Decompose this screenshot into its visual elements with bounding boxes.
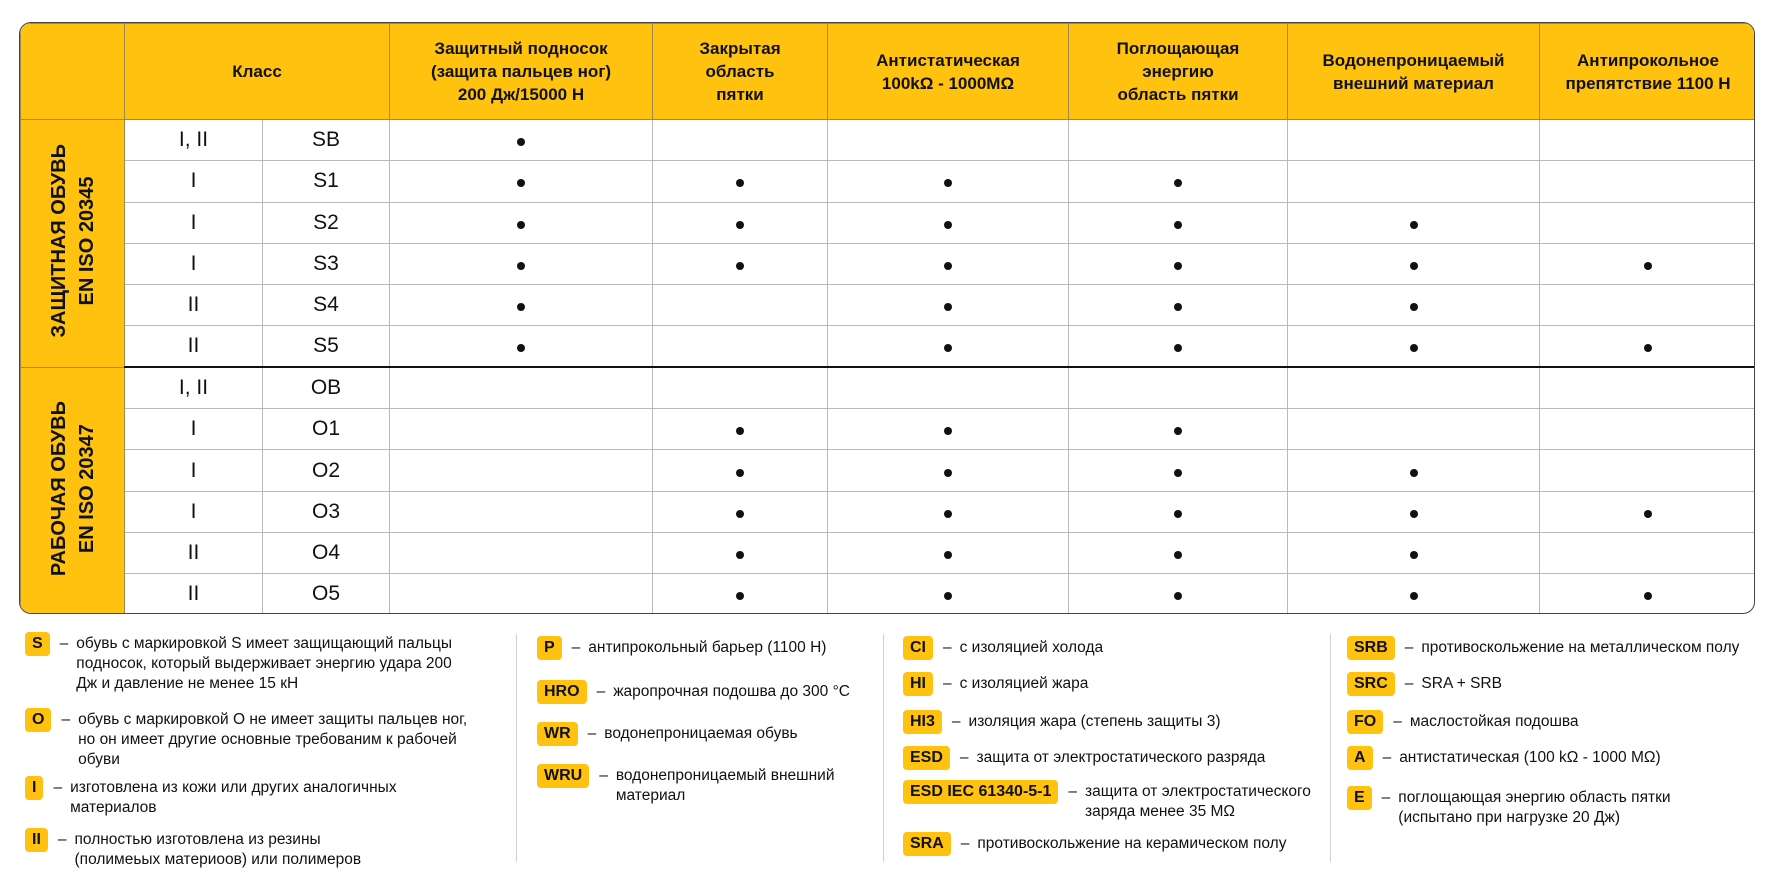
- feature-cell: [828, 409, 1069, 450]
- feature-dot: [944, 344, 952, 352]
- feature-dot: [1644, 344, 1652, 352]
- material-cell: I: [125, 161, 263, 202]
- class-code-cell: S2: [263, 202, 390, 243]
- feature-cell: [653, 285, 828, 326]
- table-row: [21, 450, 1756, 491]
- feature-dot: [944, 469, 952, 477]
- feature-cell: [1069, 161, 1288, 202]
- feature-cell: [653, 161, 828, 202]
- feature-dot: [1644, 262, 1652, 270]
- legend-code-badge: HI3: [903, 710, 942, 734]
- feature-dot: [944, 592, 952, 600]
- header-closed-heel: Закрытая область пятки: [653, 24, 828, 120]
- feature-dot: [1174, 262, 1182, 270]
- legend-description: изготовлена из кожи или других аналогичных материалов: [70, 779, 397, 816]
- feature-dot: [736, 592, 744, 600]
- feature-dot: [1174, 221, 1182, 229]
- legend-item: [903, 832, 1337, 856]
- legend-dash: –: [959, 749, 969, 766]
- legend-description: обувь с маркировкой О не имеет защиты пальцев ног, но он имеет другие основные требованим к рабочей обуви: [78, 711, 468, 768]
- feature-cell: [390, 285, 653, 326]
- legend-dash: –: [1393, 713, 1402, 730]
- material-cell: II: [125, 532, 263, 573]
- feature-cell: [390, 202, 653, 243]
- legend-item: [903, 780, 1345, 822]
- class-code-cell: S5: [263, 326, 390, 367]
- feature-dot: [1410, 303, 1418, 311]
- feature-dot: [944, 303, 952, 311]
- table-row: [21, 161, 1756, 202]
- header-corner: [21, 24, 125, 120]
- feature-cell: [1540, 161, 1755, 202]
- feature-cell: [653, 574, 828, 614]
- feature-dot: [1410, 592, 1418, 600]
- legend-dash: –: [571, 639, 581, 656]
- feature-dot: [736, 469, 744, 477]
- feature-dot: [736, 262, 744, 270]
- legend-description: противоскольжение на металлическом полу: [1421, 639, 1740, 656]
- legend-code-badge: SRC: [1347, 672, 1395, 696]
- table-row: [21, 326, 1756, 367]
- class-code-cell: S3: [263, 243, 390, 284]
- table-row: [21, 120, 1756, 161]
- legend-divider: [1330, 634, 1331, 862]
- legend-code-badge: P: [537, 636, 562, 660]
- table-row: [21, 202, 1756, 243]
- legend-code-badge: HI: [903, 672, 933, 696]
- legend-description: с изоляцией жара: [959, 675, 1089, 692]
- feature-dot: [736, 510, 744, 518]
- feature-cell: [828, 202, 1069, 243]
- legend-code-badge: S: [25, 632, 50, 656]
- feature-cell: [828, 491, 1069, 532]
- feature-cell: [1069, 450, 1288, 491]
- class-code-cell: O4: [263, 532, 390, 573]
- table-row: [21, 409, 1756, 450]
- feature-cell: [653, 450, 828, 491]
- feature-cell: [1540, 574, 1755, 614]
- class-code-cell: O5: [263, 574, 390, 614]
- legend-dash: –: [57, 831, 67, 848]
- legend-dash: –: [596, 683, 606, 700]
- feature-dot: [1410, 221, 1418, 229]
- feature-cell: [390, 450, 653, 491]
- legend-item: [1347, 672, 1774, 696]
- feature-dot: [517, 303, 525, 311]
- feature-dot: [1644, 592, 1652, 600]
- feature-dot: [1410, 469, 1418, 477]
- feature-dot: [1174, 427, 1182, 435]
- feature-cell: [828, 161, 1069, 202]
- legend-code-badge: I: [25, 776, 43, 800]
- feature-cell: [1540, 491, 1755, 532]
- feature-cell: [390, 243, 653, 284]
- legend-description: SRA + SRB: [1421, 675, 1502, 692]
- group-label-title: РАБОЧАЯ ОБУВЬ: [47, 400, 70, 576]
- material-cell: II: [125, 326, 263, 367]
- legend-item: [25, 632, 466, 694]
- material-cell: I: [125, 202, 263, 243]
- group-label-standard: EN ISO 20345: [75, 175, 98, 305]
- feature-dot: [736, 427, 744, 435]
- feature-cell: [828, 243, 1069, 284]
- feature-cell: [828, 326, 1069, 367]
- material-cell: II: [125, 285, 263, 326]
- feature-cell: [1540, 532, 1755, 573]
- material-cell: I: [125, 409, 263, 450]
- class-code-cell: SB: [263, 120, 390, 161]
- legend-item: [1347, 746, 1769, 770]
- material-cell: I, II: [125, 367, 263, 408]
- feature-cell: [653, 202, 828, 243]
- feature-dot: [517, 262, 525, 270]
- feature-cell: [1069, 409, 1288, 450]
- feature-cell: [828, 450, 1069, 491]
- feature-dot: [944, 551, 952, 559]
- footwear-class-table: [19, 22, 1755, 614]
- header-puncture-resistance: Антипрокольное препятствие 1100 Н: [1540, 24, 1755, 120]
- legend-code-badge: SRA: [903, 832, 951, 856]
- table-row: [21, 243, 1756, 284]
- feature-dot: [517, 344, 525, 352]
- legend-dash: –: [1382, 749, 1392, 766]
- feature-cell: [1069, 120, 1288, 161]
- feature-cell: [1540, 326, 1755, 367]
- feature-cell: [1540, 243, 1755, 284]
- feature-cell: [390, 491, 653, 532]
- group-label-cell: [21, 120, 125, 368]
- feature-dot: [736, 551, 744, 559]
- feature-cell: [828, 120, 1069, 161]
- legend-description: с изоляцией холода: [959, 639, 1104, 656]
- legend-description: жаропрочная подошва до 300 °С: [613, 683, 850, 700]
- feature-cell: [1069, 202, 1288, 243]
- feature-cell: [390, 161, 653, 202]
- feature-cell: [1540, 285, 1755, 326]
- legend-description: полностью изготовлена из резины (полимеьых материоов) или полимеров: [74, 831, 362, 868]
- legend-item: [25, 828, 395, 870]
- group-label-standard: EN ISO 20347: [75, 423, 98, 553]
- legend-description: антистатическая (100 kΩ - 1000 MΩ): [1399, 749, 1661, 766]
- legend-item: [1347, 786, 1728, 828]
- feature-cell: [1288, 161, 1540, 202]
- header-toe-cap: Защитный подносок (защита пальцев ног) 200 Дж/15000 Н: [390, 24, 653, 120]
- feature-dot: [944, 427, 952, 435]
- feature-cell: [653, 120, 828, 161]
- feature-dot: [1174, 510, 1182, 518]
- feature-cell: [1288, 532, 1540, 573]
- feature-cell: [1288, 574, 1540, 614]
- legend-code-badge: FO: [1347, 710, 1383, 734]
- feature-cell: [1288, 367, 1540, 408]
- feature-cell: [828, 285, 1069, 326]
- group-label-title: ЗАЩИТНАЯ ОБУВЬ: [47, 143, 70, 338]
- class-code-cell: S1: [263, 161, 390, 202]
- legend-code-badge: WRU: [537, 764, 589, 788]
- feature-cell: [390, 532, 653, 573]
- header-waterproof-upper: Водонепроницаемый внешний материал: [1288, 24, 1540, 120]
- legend-item: [537, 764, 856, 806]
- material-cell: I: [125, 243, 263, 284]
- table-row: [21, 491, 1756, 532]
- feature-cell: [1069, 285, 1288, 326]
- legend-dash: –: [943, 675, 952, 692]
- class-code-cell: OB: [263, 367, 390, 408]
- legend-item: [903, 746, 1337, 770]
- feature-dot: [1410, 344, 1418, 352]
- feature-dot: [944, 262, 952, 270]
- feature-dot: [1410, 510, 1418, 518]
- legend-item: [537, 680, 893, 704]
- feature-dot: [1410, 551, 1418, 559]
- legend-description: защита от электростатического заряда менее 35 MΩ: [1085, 783, 1311, 820]
- legend-item: [25, 776, 460, 818]
- class-code-cell: O3: [263, 491, 390, 532]
- feature-dot: [944, 510, 952, 518]
- legend-divider: [883, 634, 884, 862]
- class-code-cell: S4: [263, 285, 390, 326]
- group-label-cell: [21, 367, 125, 614]
- feature-cell: [653, 532, 828, 573]
- legend-code-badge: WR: [537, 722, 578, 746]
- header-energy-absorbing-heel: Поглощающая энергию область пятки: [1069, 24, 1288, 120]
- class-code-cell: O1: [263, 409, 390, 450]
- legend-code-badge: HRO: [537, 680, 587, 704]
- feature-dot: [1174, 592, 1182, 600]
- feature-cell: [1288, 285, 1540, 326]
- table-row: [21, 532, 1756, 573]
- feature-cell: [1288, 243, 1540, 284]
- feature-dot: [1174, 303, 1182, 311]
- feature-cell: [1288, 450, 1540, 491]
- legend-divider: [516, 634, 517, 862]
- feature-cell: [1288, 409, 1540, 450]
- feature-cell: [828, 367, 1069, 408]
- table-row: [21, 285, 1756, 326]
- feature-cell: [653, 409, 828, 450]
- group-label: [45, 144, 101, 337]
- feature-dot: [1644, 510, 1652, 518]
- feature-cell: [653, 367, 828, 408]
- legend-code-badge: SRB: [1347, 636, 1395, 660]
- material-cell: I: [125, 450, 263, 491]
- legend-item: [25, 708, 468, 770]
- feature-dot: [736, 179, 744, 187]
- legend: [0, 632, 1774, 882]
- feature-dot: [736, 221, 744, 229]
- feature-cell: [1540, 409, 1755, 450]
- feature-dot: [1174, 551, 1182, 559]
- feature-cell: [1069, 574, 1288, 614]
- feature-cell: [653, 326, 828, 367]
- feature-cell: [390, 574, 653, 614]
- feature-cell: [653, 491, 828, 532]
- feature-cell: [828, 574, 1069, 614]
- legend-item: [903, 710, 1329, 734]
- legend-item: [903, 672, 1320, 696]
- legend-description: поглощающая энергию область пятки (испытано при нагрузке 20 Дж): [1398, 789, 1671, 826]
- legend-description: маслостойкая подошва: [1409, 713, 1579, 730]
- legend-code-badge: E: [1347, 786, 1372, 810]
- feature-cell: [1069, 532, 1288, 573]
- feature-dot: [517, 221, 525, 229]
- legend-item: [1347, 710, 1774, 734]
- legend-dash: –: [59, 635, 69, 652]
- header-class: Класс: [125, 24, 390, 120]
- legend-item: [537, 636, 848, 660]
- feature-cell: [1069, 491, 1288, 532]
- legend-description: обувь с маркировкой S имеет защищающий пальцы подносок, который выдерживает энергию удара 200 Дж и давление не менее 15 кН: [76, 635, 452, 692]
- legend-code-badge: A: [1347, 746, 1373, 770]
- feature-cell: [390, 409, 653, 450]
- material-cell: II: [125, 574, 263, 614]
- legend-code-badge: ESD IEC 61340-5-1: [903, 780, 1058, 804]
- feature-cell: [1069, 367, 1288, 408]
- feature-cell: [390, 326, 653, 367]
- legend-description: водонепроницаемая обувь: [604, 725, 798, 742]
- legend-item: [903, 636, 1320, 660]
- table-row: [21, 574, 1756, 614]
- material-cell: I: [125, 491, 263, 532]
- feature-cell: [390, 120, 653, 161]
- legend-dash: –: [587, 725, 597, 742]
- legend-dash: –: [599, 767, 608, 784]
- legend-dash: –: [943, 639, 952, 656]
- legend-dash: –: [1381, 789, 1391, 806]
- feature-cell: [1540, 202, 1755, 243]
- legend-description: антипрокольный барьер (1100 Н): [588, 639, 827, 656]
- feature-cell: [1069, 326, 1288, 367]
- legend-description: изоляция жара (степень защиты 3): [968, 713, 1221, 730]
- group-label: [45, 401, 101, 576]
- legend-code-badge: ESD: [903, 746, 950, 770]
- feature-cell: [1540, 450, 1755, 491]
- class-code-cell: O2: [263, 450, 390, 491]
- feature-dot: [944, 179, 952, 187]
- feature-cell: [1288, 202, 1540, 243]
- feature-cell: [390, 367, 653, 408]
- feature-cell: [1288, 120, 1540, 161]
- legend-description: водонепроницаемый внешний материал: [615, 767, 835, 804]
- legend-code-badge: II: [25, 828, 48, 852]
- feature-cell: [1288, 491, 1540, 532]
- legend-code-badge: CI: [903, 636, 933, 660]
- legend-code-badge: O: [25, 708, 51, 732]
- material-cell: I, II: [125, 120, 263, 161]
- header-antistatic: Антистатическая 100kΩ - 1000MΩ: [828, 24, 1069, 120]
- legend-dash: –: [1068, 783, 1078, 800]
- legend-dash: –: [61, 711, 71, 728]
- feature-dot: [517, 179, 525, 187]
- feature-cell: [1069, 243, 1288, 284]
- feature-dot: [1174, 344, 1182, 352]
- legend-description: противоскольжение на керамическом полу: [977, 835, 1287, 852]
- legend-dash: –: [951, 713, 961, 730]
- feature-dot: [944, 221, 952, 229]
- legend-description: защита от электростатического разряда: [976, 749, 1266, 766]
- table-row: [21, 367, 1756, 408]
- feature-dot: [1174, 179, 1182, 187]
- feature-dot: [1174, 469, 1182, 477]
- legend-dash: –: [960, 835, 970, 852]
- legend-dash: –: [1404, 675, 1414, 692]
- feature-dot: [1410, 262, 1418, 270]
- feature-cell: [828, 532, 1069, 573]
- feature-cell: [1540, 120, 1755, 161]
- feature-cell: [1540, 367, 1755, 408]
- feature-dot: [517, 138, 525, 146]
- legend-item: [1347, 636, 1774, 660]
- legend-dash: –: [53, 779, 63, 796]
- feature-cell: [1288, 326, 1540, 367]
- legend-item: [537, 722, 864, 746]
- feature-cell: [653, 243, 828, 284]
- legend-dash: –: [1404, 639, 1414, 656]
